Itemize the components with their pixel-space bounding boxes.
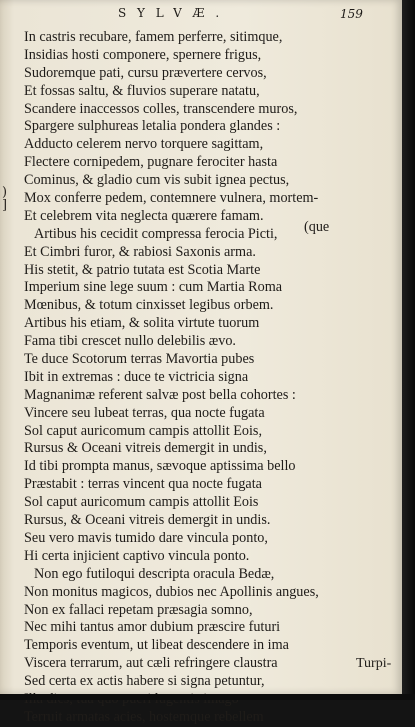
running-head: SYLVÆ. <box>118 6 230 20</box>
page-header <box>0 5 402 27</box>
verse-line: Viscera terrarum, aut cæli refringere claustra <box>24 655 278 672</box>
verse-line: Mox conferre pedem, contemnere vulnera, mortem- <box>24 190 319 207</box>
turn-over-word: (que <box>304 219 330 235</box>
verse-line: Artibus his cecidit compressa ferocia Picti, <box>34 225 278 242</box>
verse-line: Adducto celerem nervo torquere sagittam, <box>24 136 264 153</box>
verse-line: Nec mihi tantus amor dubium præscire futuri <box>24 619 281 636</box>
verse-line: Scandere inaccessos colles, transcendere muros, <box>24 100 298 117</box>
verse-line: Sed certa ex actis habere si signa petuntur, <box>24 673 265 690</box>
verse-line: Sol caput auricomum campis attollit Eois, <box>24 422 262 439</box>
verse-line: Non monitus magicos, dubios nec Apollinis angues, <box>24 583 319 600</box>
verse-line: Non ex fallaci repetam præsagia somno, <box>24 601 253 618</box>
verse-line: Præstabit : terras vincent qua nocte fugata <box>24 476 262 493</box>
verse-line: Te duce Scotorum terras Mavortia pubes <box>24 351 255 368</box>
verse-line: Imperium sine lege suum : cum Martia Roma <box>24 279 283 296</box>
verse-line: Rursus, & Oceani vitreis demergit in undis. <box>24 512 271 529</box>
poem-text <box>24 29 364 727</box>
bottom-shadow <box>0 694 415 700</box>
verse-line: Temporis eventum, ut libeat descendere in ima <box>24 637 289 654</box>
verse-line: Spargere sulphureas letalia pondera glandes : <box>24 118 281 135</box>
verse-line: Ibit in extremas : duce te victricia signa <box>24 368 249 385</box>
verse-line: Fama tibi crescet nullo delebilis ævo. <box>24 333 236 350</box>
verse-line: Et fossas saltu, & fluvios superare natatu, <box>24 82 260 99</box>
verse-line: Flectere cornipedem, pugnare ferociter hasta <box>24 154 278 171</box>
verse-line: Et celebrem vita neglecta quærere famam. <box>24 207 264 224</box>
margin-marks: ) ] <box>2 185 8 213</box>
verse-line: Id tibi prompta manus, sævoque aptissima bello <box>24 458 296 475</box>
verse-line: His stetit, & patrio tutata est Scotia Marte <box>24 261 261 278</box>
verse-line: Rursus & Oceani vitreis demergit in undis, <box>24 440 267 457</box>
verse-line: Terruit armatas acies, hostemque rebellem <box>24 708 264 725</box>
verse-line: Insidias hosti componere, spernere frigus, <box>24 46 262 63</box>
catchword: Turpi- <box>356 656 392 671</box>
verse-line: Magnanimæ referent salvæ post bella cohortes : <box>24 386 296 403</box>
verse-line: Artibus his etiam, & solita virtute tuorum <box>24 315 260 332</box>
verse-line: Hi certa injicient captivo vincula ponto. <box>24 547 250 564</box>
book-gutter-shadow <box>402 0 415 700</box>
verse-line: Sol caput auricomum campis attollit Eois <box>24 494 259 511</box>
verse-line: Seu vero mavis tumido dare vincula ponto, <box>24 529 268 546</box>
verse-line: Non ego futiloqui descripta oracula Bedæ, <box>34 565 275 582</box>
verse-line: Et Cimbri furor, & rabiosi Saxonis arma. <box>24 243 256 260</box>
page-number: 159 <box>340 7 363 21</box>
verse-line: Vincere seu lubeat terras, qua nocte fugata <box>24 404 265 421</box>
verse-line: In castris recubare, famem perferre, sitimque, <box>24 29 283 45</box>
verse-line: Sudoremque pati, cursu prævertere cervos, <box>24 64 267 81</box>
verse-line: Mœnibus, & totum cinxisset legibus orbem. <box>24 297 274 314</box>
verse-line: Cominus, & gladio cum vis subit ignea pectus, <box>24 172 290 189</box>
